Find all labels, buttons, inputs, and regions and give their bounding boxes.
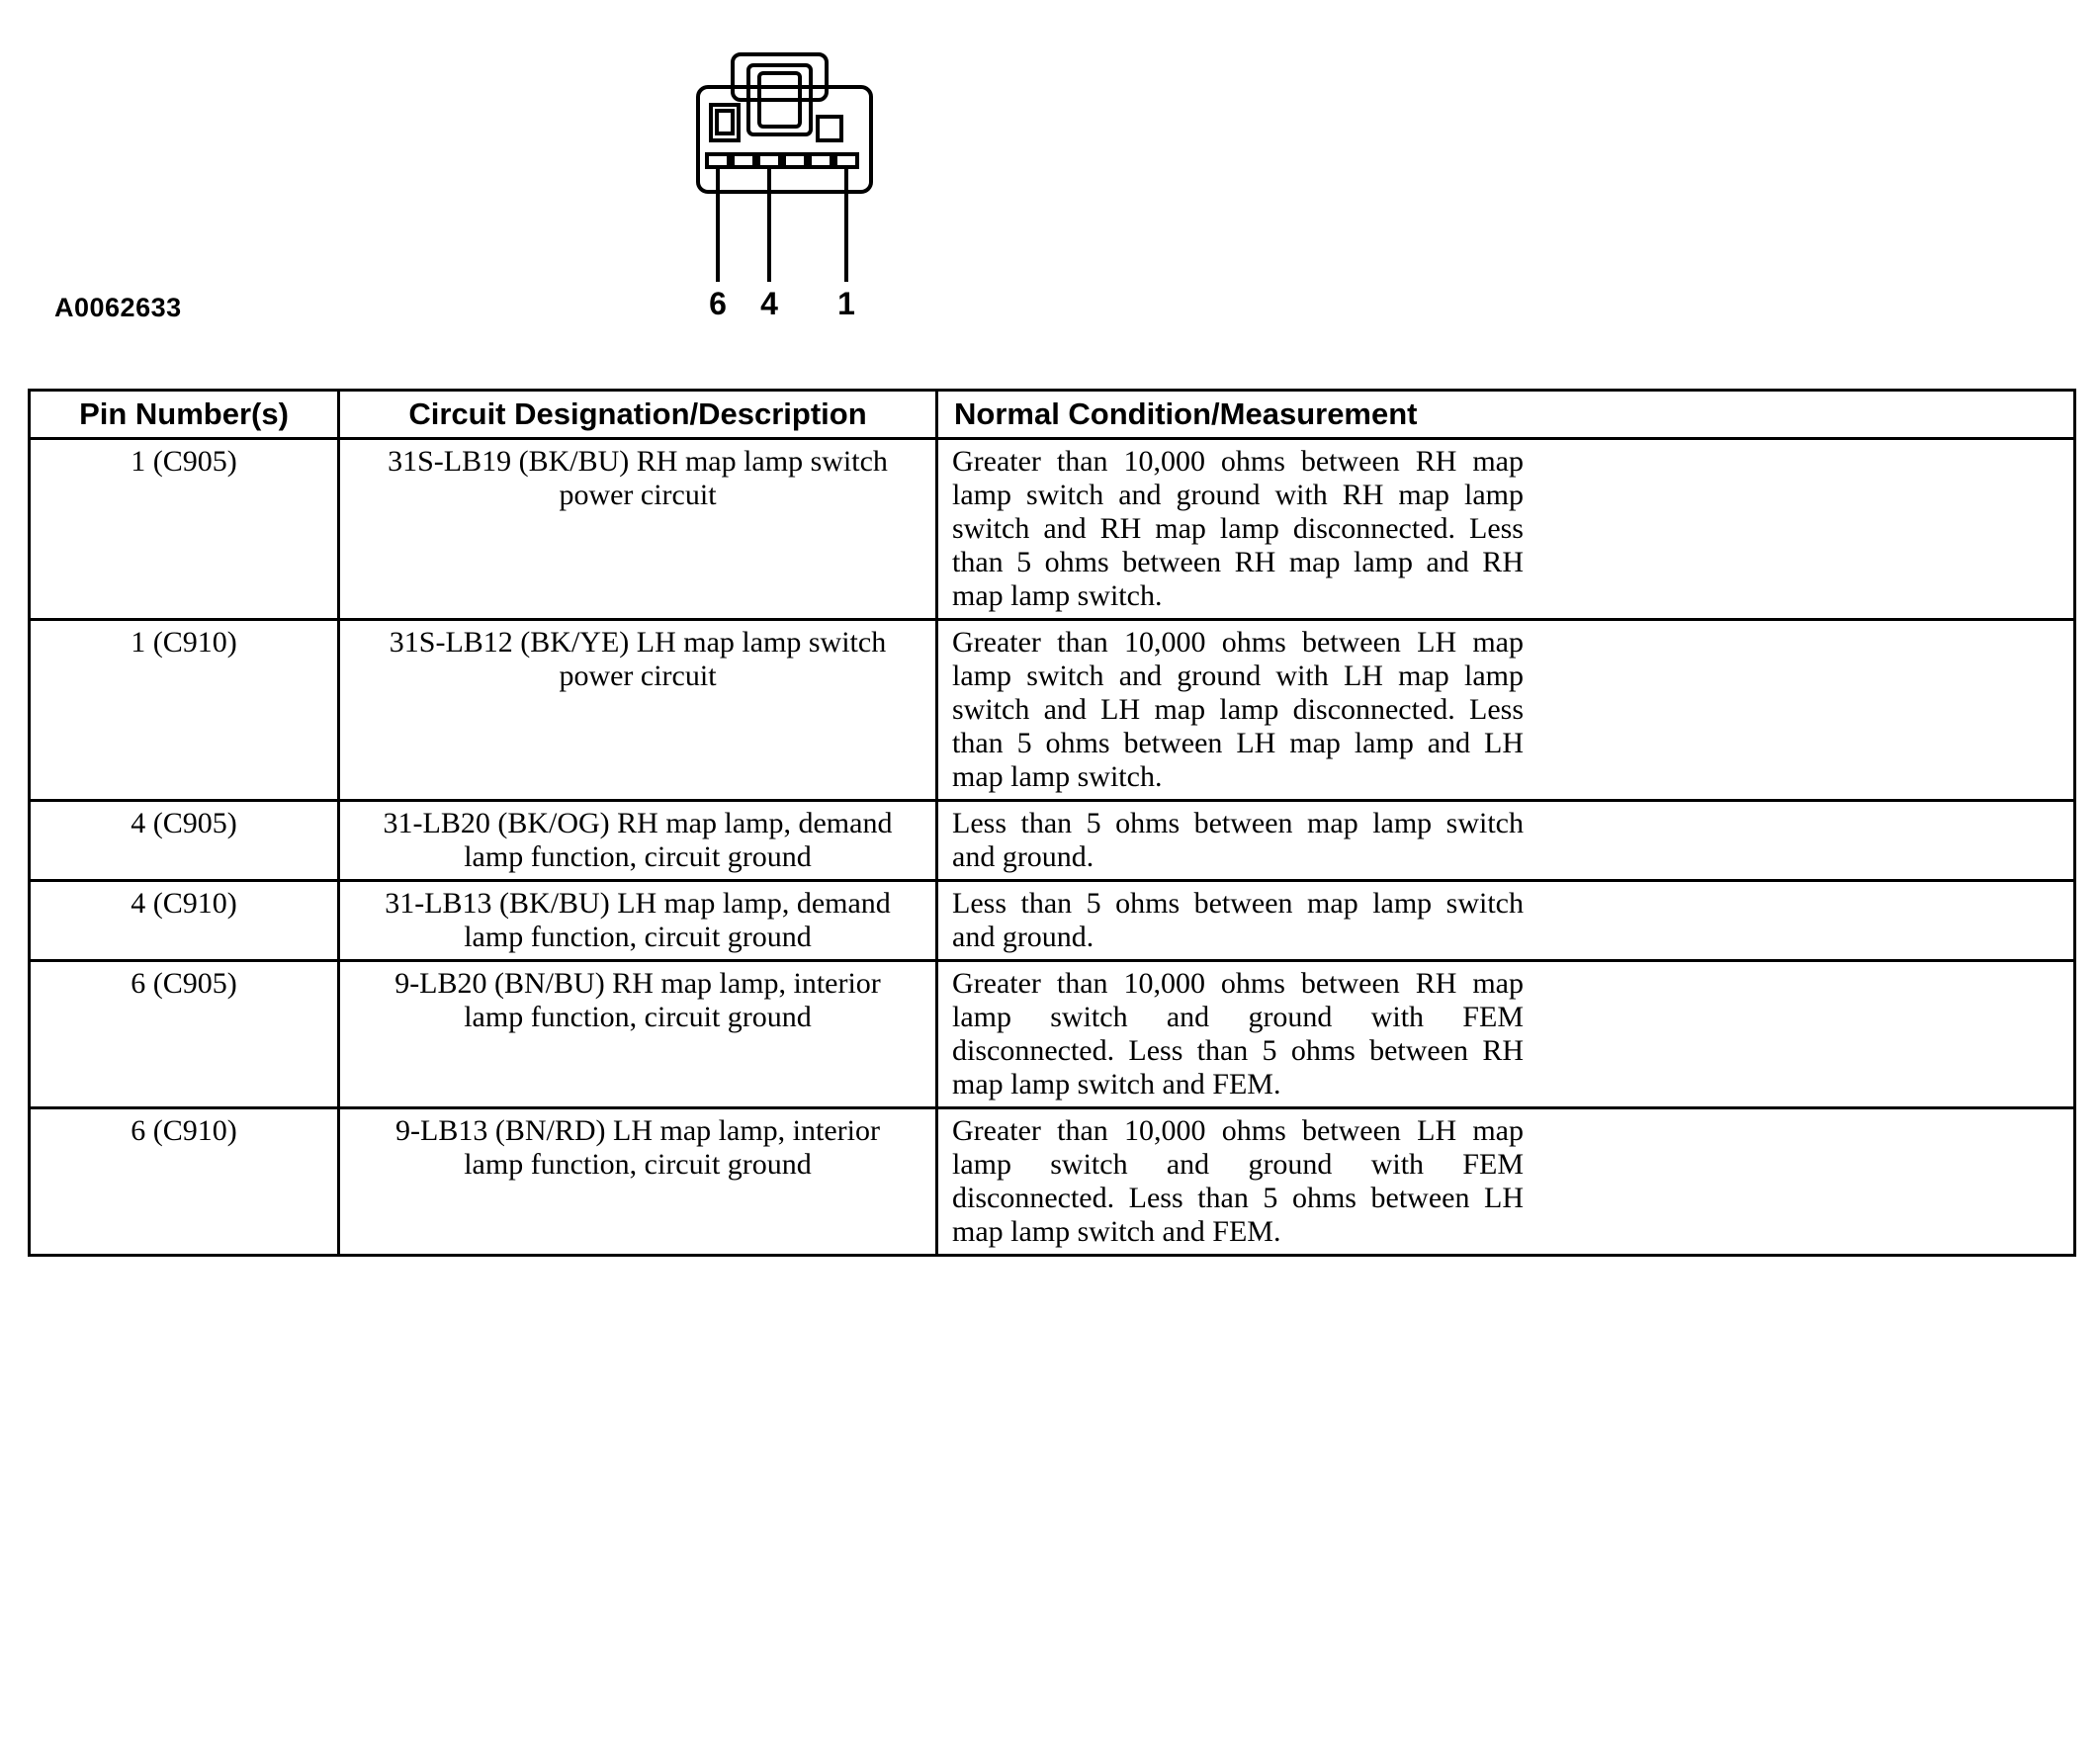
pin-number-cell: 4 (C905) — [30, 801, 339, 881]
circuit-cell — [339, 881, 937, 961]
keyway-right-icon — [818, 117, 841, 140]
circuit-cell — [339, 961, 937, 1108]
condition-text: Less than 5 ohms between map lamp switch and ground. — [952, 887, 1524, 953]
condition-text: Greater than 10,000 ohms between RH map lamp switch and ground with RH map lamp switch and RH map lamp disconnected. Less than 5 ohms between RH map lamp and RH map lamp switch. — [952, 445, 1524, 612]
table-row — [30, 801, 2075, 881]
pin-number-cell: 1 (C905) — [30, 439, 339, 620]
connector-diagram — [0, 0, 2100, 336]
circuit-cell — [339, 1108, 937, 1256]
table-row — [30, 961, 2075, 1108]
header-pin-numbers: Pin Number(s) — [30, 391, 339, 439]
table-row — [30, 620, 2075, 801]
condition-cell — [937, 961, 2075, 1108]
pin-number-cell: 6 (C910) — [30, 1108, 339, 1256]
table-row — [30, 439, 2075, 620]
pin-number-cell: 6 (C905) — [30, 961, 339, 1108]
condition-cell — [937, 620, 2075, 801]
keyway-left-inner — [717, 111, 733, 133]
pin-number-cell: 4 (C910) — [30, 881, 339, 961]
circuit-cell — [339, 801, 937, 881]
circuit-text: 31-LB13 (BK/BU) LH map lamp, demand lamp function, circuit ground — [385, 887, 891, 953]
circuit-text: 9-LB20 (BN/BU) RH map lamp, interior lamp function, circuit ground — [394, 967, 881, 1033]
circuit-text: 31-LB20 (BK/OG) RH map lamp, demand lamp function, circuit ground — [383, 807, 893, 873]
circuit-text: 31S-LB19 (BK/BU) RH map lamp switch power circuit — [388, 445, 888, 511]
circuit-cell — [339, 620, 937, 801]
pin-table — [28, 389, 2076, 1257]
header-normal-condition: Normal Condition/Measurement — [937, 391, 2075, 439]
table-header-row — [30, 391, 2075, 439]
condition-cell — [937, 439, 2075, 620]
table-row — [30, 1108, 2075, 1256]
condition-cell — [937, 801, 2075, 881]
condition-text: Greater than 10,000 ohms between RH map lamp switch and ground with FEM disconnected. Less than 5 ohms between RH map lamp switch and FEM. — [952, 967, 1524, 1100]
circuit-cell — [339, 439, 937, 620]
condition-text: Less than 5 ohms between map lamp switch and ground. — [952, 807, 1524, 873]
pin-slot-5 — [733, 154, 754, 167]
pin-label-4: 4 — [760, 286, 778, 321]
condition-cell — [937, 1108, 2075, 1256]
circuit-text: 31S-LB12 (BK/YE) LH map lamp switch power circuit — [389, 626, 887, 692]
condition-text: Greater than 10,000 ohms between LH map lamp switch and ground with LH map lamp switch and LH map lamp disconnected. Less than 5 ohms between LH map lamp and LH map lamp switch. — [952, 626, 1524, 793]
pin-number-cell: 1 (C910) — [30, 620, 339, 801]
condition-text: Greater than 10,000 ohms between LH map lamp switch and ground with FEM disconnected. Less than 5 ohms between LH map lamp switch and FEM. — [952, 1114, 1524, 1248]
circuit-text: 9-LB13 (BN/RD) LH map lamp, interior lamp function, circuit ground — [395, 1114, 880, 1181]
condition-cell — [937, 881, 2075, 961]
figure-code: A0062633 — [54, 293, 182, 322]
pin-slot-2 — [810, 154, 831, 167]
pin-label-6: 6 — [709, 286, 727, 321]
header-circuit-designation: Circuit Designation/Description — [339, 391, 937, 439]
table-row — [30, 881, 2075, 961]
pin-slot-3 — [784, 154, 806, 167]
pin-label-1: 1 — [837, 286, 855, 321]
